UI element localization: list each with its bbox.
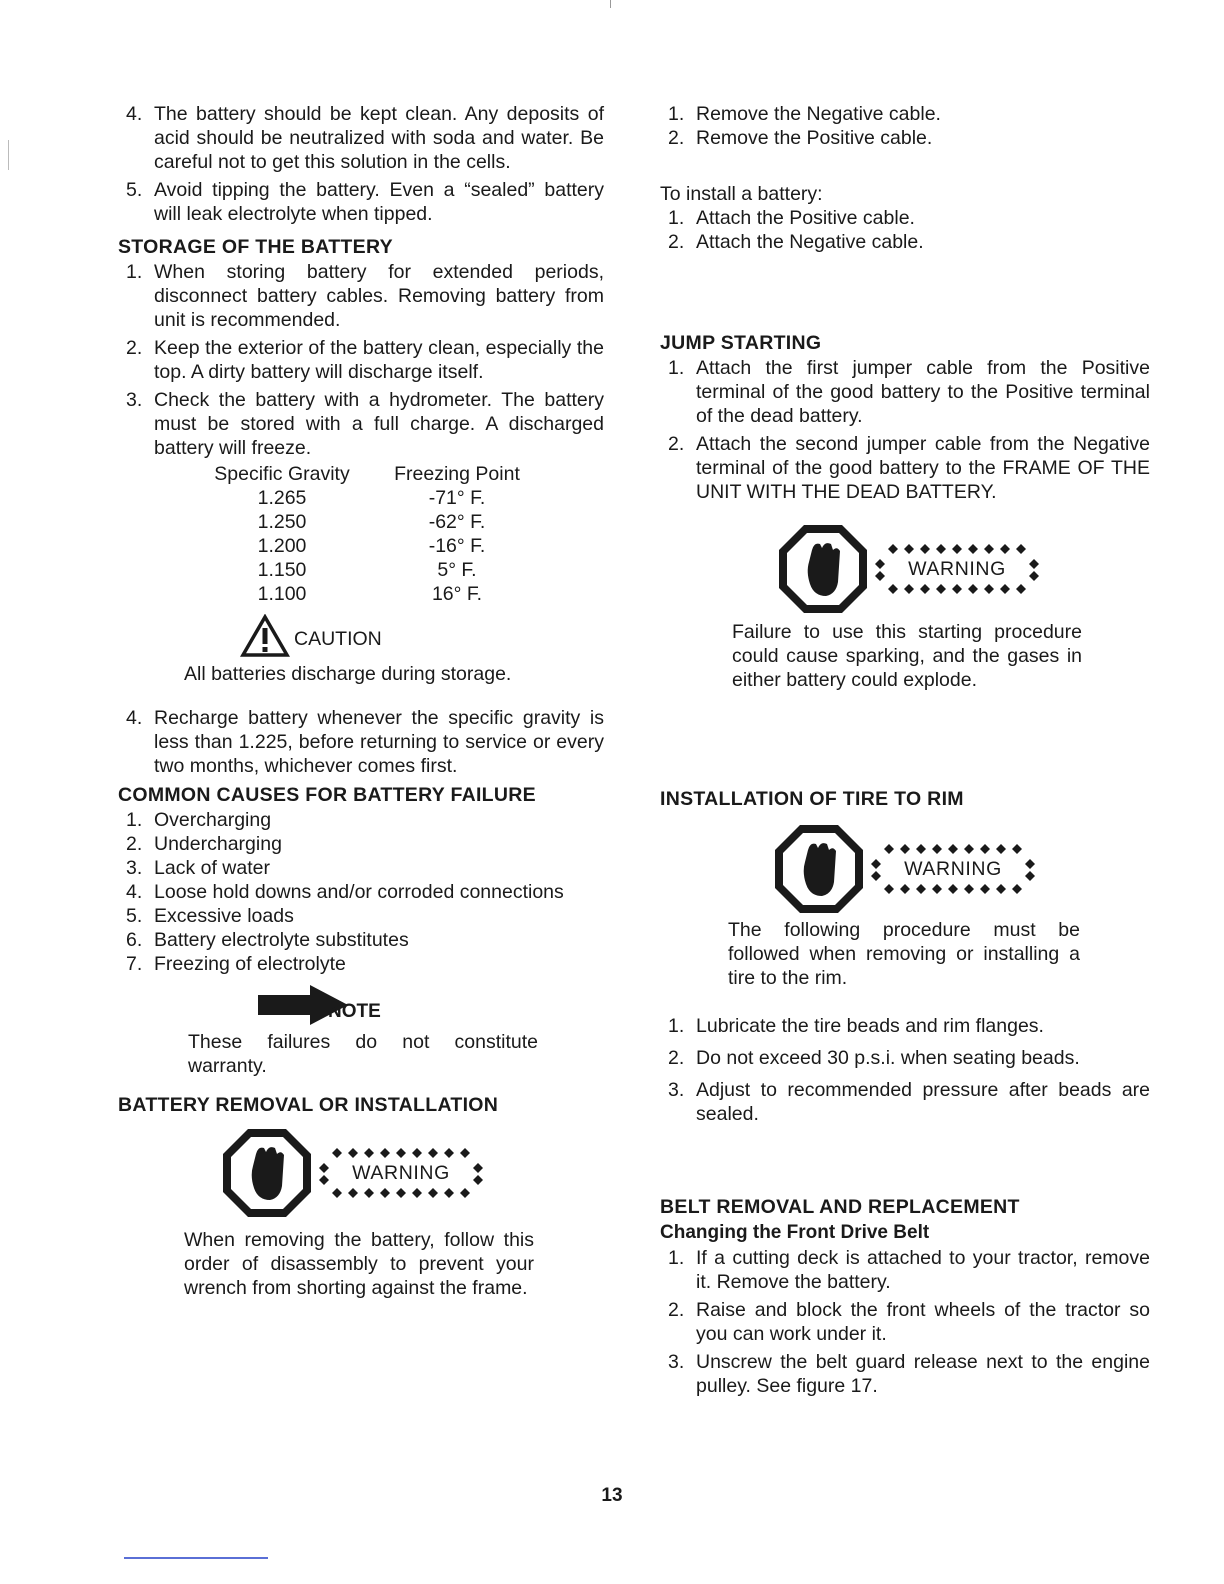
gravity-cell: 1.265 (257, 487, 307, 509)
gravity-cell: 1.100 (257, 583, 307, 605)
list-item: 4. Loose hold downs and/or corroded connections (126, 881, 564, 903)
caution-text: All batteries discharge during storage. (184, 663, 512, 685)
list-item: 2. Do not exceed 30 p.s.i. when seating beads. (668, 1047, 1080, 1069)
list-item: 1. Lubricate the tire beads and rim flanges. (668, 1015, 1044, 1037)
list-item: 1. When storing battery for extended periods, disconnect battery cables. Removing battery from unit is recommended. (126, 261, 604, 331)
note-label: NOTE (328, 1001, 381, 1022)
removal-warning-text: When removing the battery, follow this order of disassembly to prevent your wrench from shorting against the frame. (184, 1229, 534, 1299)
gravity-header: Specific Gravity (214, 463, 350, 485)
list-item: 1. Attach the Positive cable. (668, 207, 915, 229)
caution-triangle-icon (240, 614, 290, 658)
install-intro: To install a battery: (660, 183, 823, 205)
scan-artifact-line (124, 1557, 268, 1559)
list-item: 2. Attach the Negative cable. (668, 231, 924, 253)
warning-banner (870, 839, 1036, 899)
warning-label: WARNING (908, 558, 1006, 580)
remove-list (660, 102, 1150, 150)
tire-warning (772, 822, 1150, 916)
warning-banner (874, 539, 1040, 599)
freezing-cell: -62° F. (428, 511, 486, 533)
freezing-cell: -71° F. (428, 487, 486, 509)
list-item: 1. Remove the Negative cable. (668, 103, 941, 125)
warning-banner (318, 1143, 484, 1203)
list-item: 3. Lack of water (126, 857, 270, 879)
jump-warning-text: Failure to use this starting procedure could cause sparking, and the gases in either battery could explode. (732, 621, 1082, 691)
list-item: 3. Check the battery with a hydrometer. The battery must be stored with a full charge. A discharged battery will freeze. (126, 389, 604, 459)
storage-list-cont (118, 706, 604, 778)
tire-list (660, 1014, 1150, 1126)
stop-hand-icon (772, 822, 866, 916)
causes-list (118, 808, 604, 976)
list-item: 2. Remove the Positive cable. (668, 127, 933, 149)
page-number: 13 (601, 1485, 623, 1506)
list-item: 5. Excessive loads (126, 905, 294, 927)
list-item: 2. Raise and block the front wheels of the tractor so you can work under it. (668, 1299, 1150, 1345)
jump-list (660, 356, 1150, 504)
freezing-cell: 16° F. (431, 583, 483, 605)
causes-heading: COMMON CAUSES FOR BATTERY FAILURE (118, 784, 536, 806)
gravity-cell: 1.200 (257, 535, 307, 557)
list-item: 3. Unscrew the belt guard release next to the engine pulley. See figure 17. (668, 1351, 1150, 1397)
list-item: 2. Attach the second jumper cable from the Negative terminal of the good battery to the FRAME OF THE UNIT WITH THE DEAD BATTERY. (668, 433, 1150, 503)
belt-list (660, 1246, 1150, 1398)
belt-subheading: Changing the Front Drive Belt (660, 1222, 930, 1243)
note-notice (256, 984, 604, 1026)
gravity-cell: 1.150 (257, 559, 307, 581)
storage-list (118, 260, 604, 460)
list-item: 3. Adjust to recommended pressure after beads are sealed. (668, 1079, 1150, 1125)
list-item: 6. Battery electrolyte substitutes (126, 929, 409, 951)
gravity-table (182, 462, 604, 606)
list-item: 4. The battery should be kept clean. Any deposits of acid should be neutralized with soda and water. Be careful not to get this solution in the cells. (126, 103, 604, 173)
list-item: 5. Avoid tipping the battery. Even a “sealed” battery will leak electrolyte when tipped. (126, 179, 604, 225)
list-item: 1. Overcharging (126, 809, 272, 831)
list-item: 4. Recharge battery whenever the specific gravity is less than 1.225, before returning to service or every two months, whichever comes first. (126, 707, 604, 777)
edge-mark (8, 140, 9, 170)
caution-notice (240, 614, 604, 658)
left-column (118, 102, 604, 1300)
list-item: 1. Attach the first jumper cable from the Positive terminal of the good battery to the Positive terminal of the dead battery. (668, 357, 1150, 427)
caution-label: CAUTION (294, 628, 382, 650)
right-column (660, 102, 1150, 1398)
stop-hand-icon (776, 522, 870, 616)
jump-heading: JUMP STARTING (660, 332, 822, 354)
removal-heading: BATTERY REMOVAL OR INSTALLATION (118, 1094, 499, 1116)
belt-heading: BELT REMOVAL AND REPLACEMENT (660, 1196, 1020, 1218)
jump-warning (776, 522, 1150, 616)
tire-warning-text: The following procedure must be followed when removing or installing a tire to the rim. (728, 919, 1080, 989)
note-text: These failures do not constitute warranty. (188, 1031, 538, 1077)
list-item: 2. Keep the exterior of the battery clean, especially the top. A dirty battery will discharge itself. (126, 337, 604, 383)
removal-warning (220, 1126, 604, 1220)
freezing-header: Freezing Point (394, 463, 520, 485)
list-item: 7. Freezing of electrolyte (126, 953, 346, 975)
freezing-cell: -16° F. (428, 535, 486, 557)
stop-hand-icon (220, 1126, 314, 1220)
list-item: 2. Undercharging (126, 833, 282, 855)
warning-label: WARNING (352, 1162, 450, 1184)
tire-heading: INSTALLATION OF TIRE TO RIM (660, 788, 964, 810)
gravity-cell: 1.250 (257, 511, 307, 533)
intro-list (118, 102, 604, 226)
fold-mark (610, 0, 611, 8)
install-list (660, 206, 1150, 254)
warning-label: WARNING (904, 858, 1002, 880)
list-item: 1. If a cutting deck is attached to your tractor, remove it. Remove the battery. (668, 1247, 1150, 1293)
storage-heading: STORAGE OF THE BATTERY (118, 236, 393, 258)
freezing-cell: 5° F. (437, 559, 477, 581)
